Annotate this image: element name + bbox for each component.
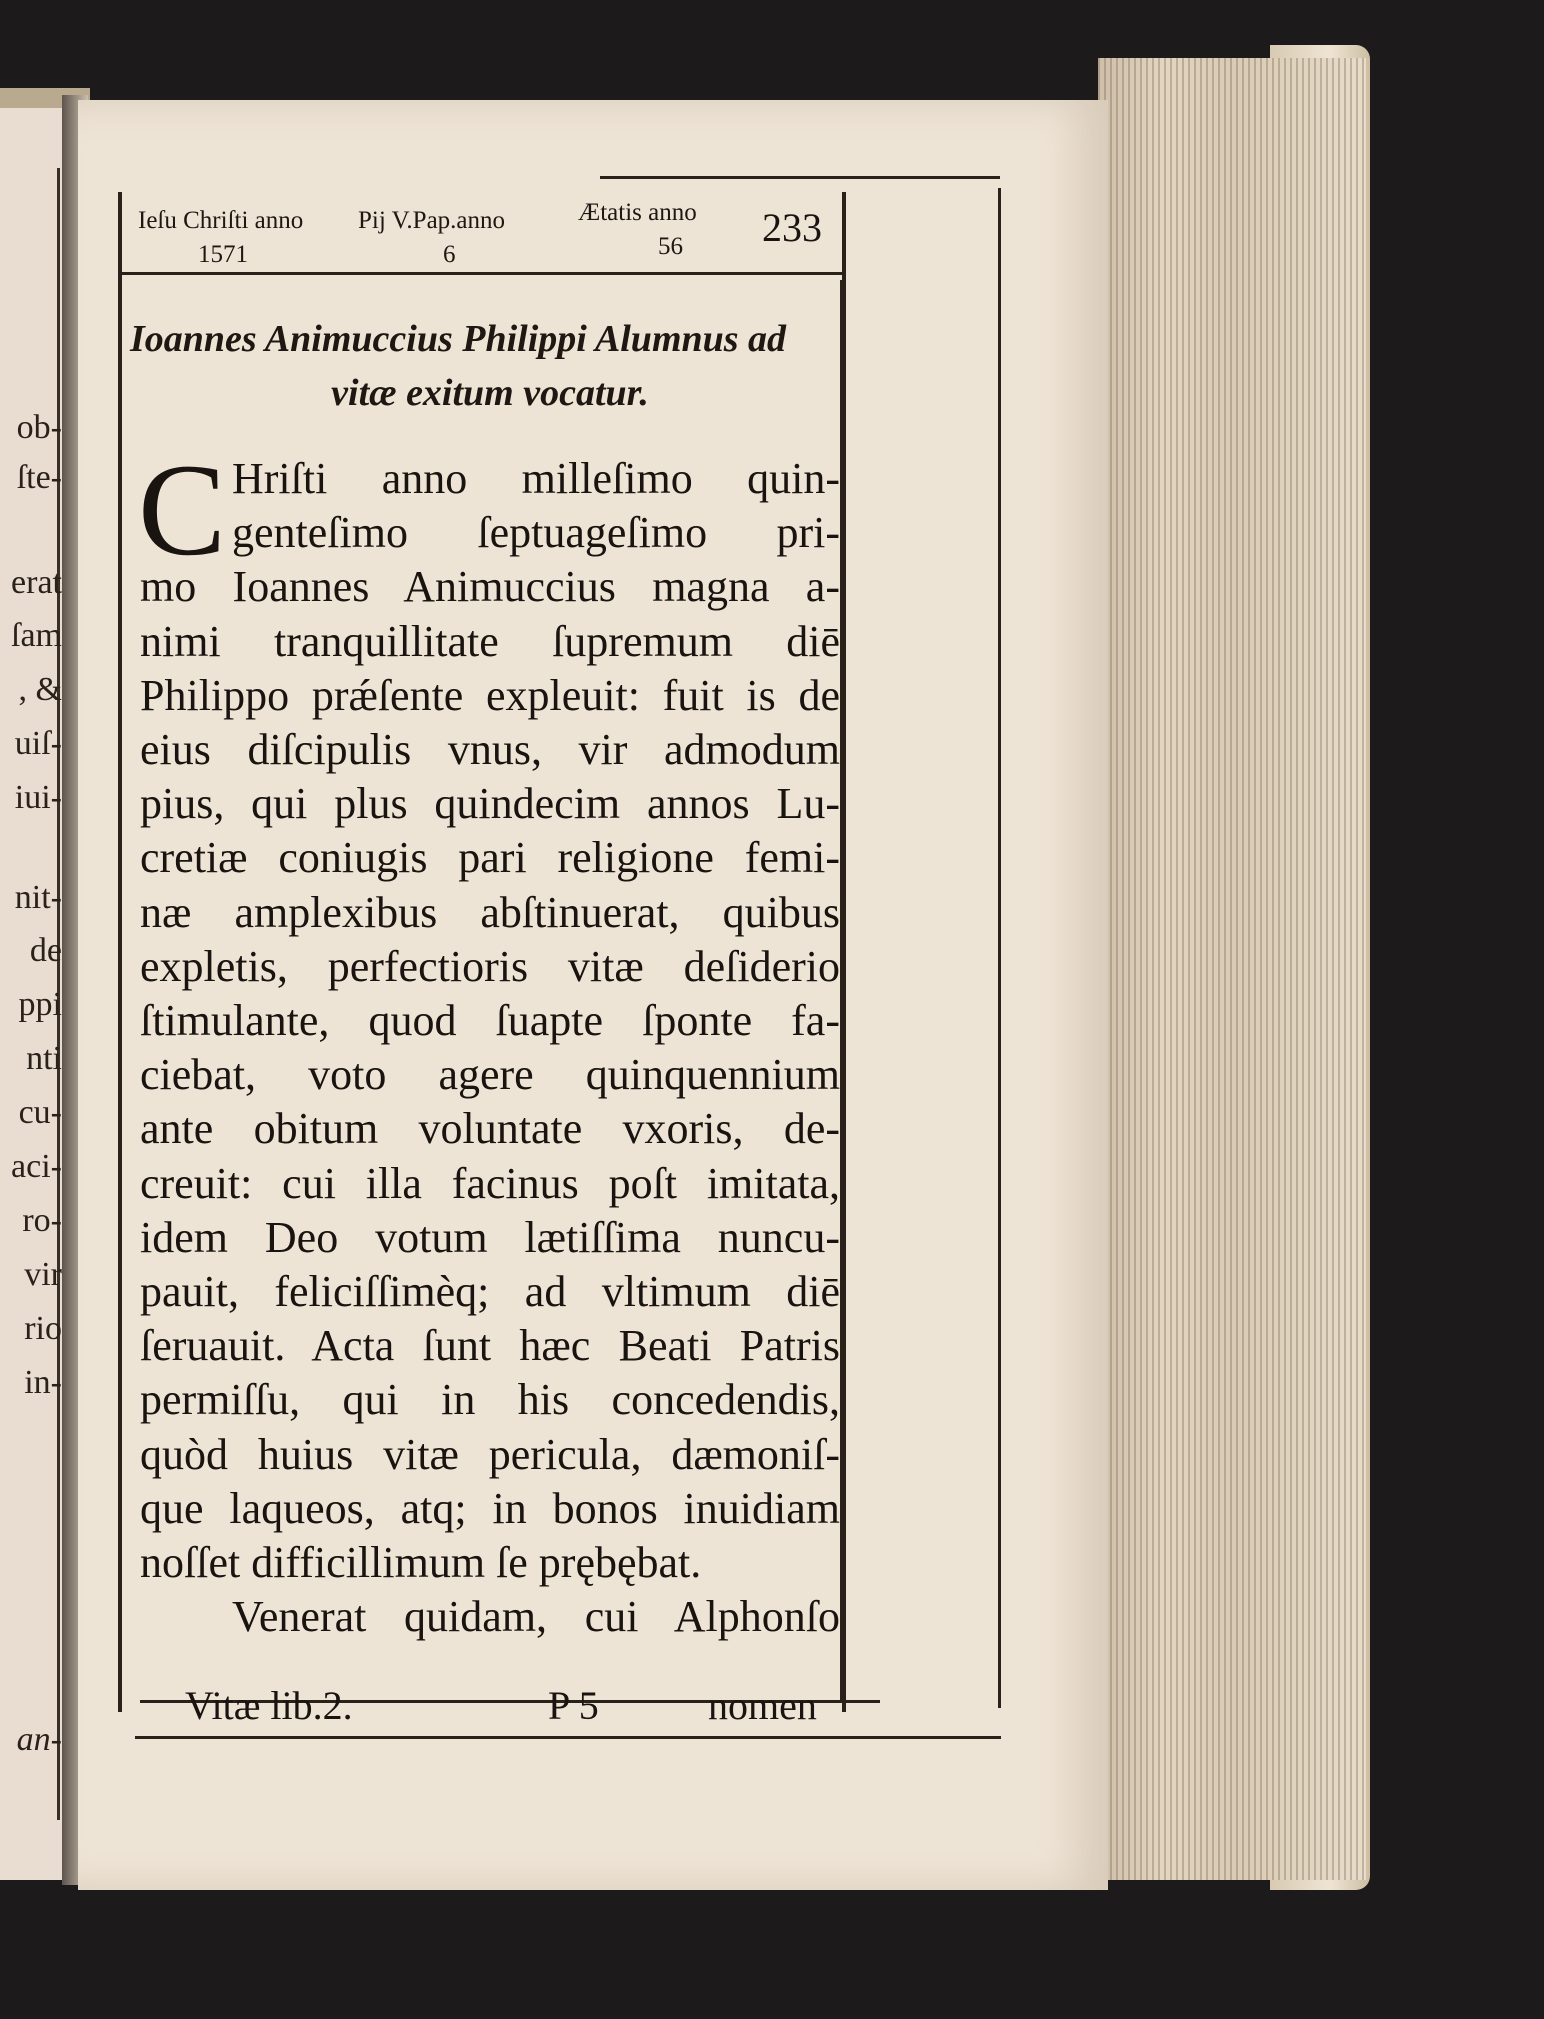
left-page-fragment: ob- <box>16 409 62 446</box>
left-page-fragment: uiſ- <box>14 725 62 762</box>
left-page-fragment: nit- <box>14 879 62 916</box>
body-line: noſſet difficillimum ſe prębębat. <box>140 1538 702 1588</box>
page-fore-edge <box>1098 58 1366 1880</box>
catchword: nomen <box>708 1683 817 1728</box>
left-page-fragment: ſte- <box>16 459 62 496</box>
body-line: cretiæ coniugis pari religione femi- <box>140 833 840 883</box>
body-line: ciebat, voto agere quinquennium <box>140 1050 840 1100</box>
header-pope-label: Pij V.Pap.anno <box>358 207 506 234</box>
body-line: Venerat quidam, cui Alphonſo <box>232 1592 840 1642</box>
left-page-fragment: aci- <box>11 1148 62 1185</box>
drop-cap: C <box>138 436 227 583</box>
body-line: ſeruauit. Acta ſunt hæc Beati Patris <box>140 1321 840 1371</box>
frame-rule <box>600 176 1000 179</box>
frame-rule <box>840 280 843 1700</box>
body-line: ante obitum voluntate vxoris, de- <box>140 1104 840 1154</box>
body-line: que laqueos, atq; in bonos inuidiam <box>140 1483 840 1533</box>
left-page-fragment: iui- <box>14 779 62 816</box>
left-page-fragment: in- <box>24 1364 62 1401</box>
left-page-fragment: ppi <box>18 986 62 1023</box>
header-rule <box>118 272 844 275</box>
body-line: expletis, perfectioris vitæ deſiderio <box>140 941 840 991</box>
left-page-fragment: vir <box>24 1256 62 1293</box>
frame-rule <box>135 1736 1001 1739</box>
body-line: pius, qui plus quindecim annos Lu- <box>140 779 840 829</box>
left-page-fragment: erat <box>11 564 62 601</box>
body-text <box>138 436 840 1644</box>
body-line: quòd huius vitæ pericula, dæmoniſ- <box>140 1429 840 1479</box>
page-number: 233 <box>762 205 822 250</box>
header-pope-value: 6 <box>443 241 456 268</box>
header-year-value: 1571 <box>198 241 248 268</box>
body-line: ſtimulante, quod ſuapte ſponte fa- <box>140 996 840 1046</box>
body-line: idem Deo votum lætiſſima nuncu- <box>140 1212 840 1262</box>
body-line: pauit, feliciſſimèq; ad vltimum diē <box>140 1267 840 1317</box>
body-line: genteſimo ſeptuageſimo pri- <box>232 508 840 558</box>
body-line: eius diſcipulis vnus, vir admodum <box>140 725 840 775</box>
frame-rule <box>998 188 1001 1708</box>
left-page-fragment: ro- <box>22 1202 62 1239</box>
footer-running-title: Vitæ lib.2. <box>185 1683 353 1728</box>
left-page-fragment: ſam <box>11 617 62 654</box>
body-line: Philippo prǽſente expleuit: fuit is de <box>140 670 840 720</box>
header-age-label: Ætatis anno <box>578 199 697 226</box>
chapter-title-line: Ioannes Animuccius Philippi Alumnus ad <box>130 318 787 360</box>
left-page-fragment: rio <box>24 1310 62 1347</box>
body-line: Hriſti anno milleſimo quin- <box>232 454 840 503</box>
body-line: nimi tranquillitate ſupremum diē <box>140 616 840 666</box>
chapter-title-line: vitæ exitum vocatur. <box>331 372 649 414</box>
chapter-title <box>130 312 850 420</box>
left-page-fragment: , & <box>18 671 62 708</box>
body-line: permiſſu, qui in his concedendis, <box>140 1375 840 1425</box>
left-page-fragment: cu- <box>18 1094 62 1131</box>
header-age-value: 56 <box>658 233 683 260</box>
signature-mark: P 5 <box>548 1683 599 1728</box>
left-page-fragment: nti <box>26 1040 62 1077</box>
body-line: næ amplexibus abſtinuerat, quibus <box>140 887 840 937</box>
body-line: mo Ioannes Animuccius magna a- <box>140 562 840 612</box>
body-line: creuit: cui illa facinus poſt imitata, <box>140 1158 840 1208</box>
header-year-label: Ieſu Chriſti anno <box>138 207 304 234</box>
left-page-fragment: an- <box>16 1721 62 1758</box>
left-page-fragment: de <box>29 932 62 969</box>
